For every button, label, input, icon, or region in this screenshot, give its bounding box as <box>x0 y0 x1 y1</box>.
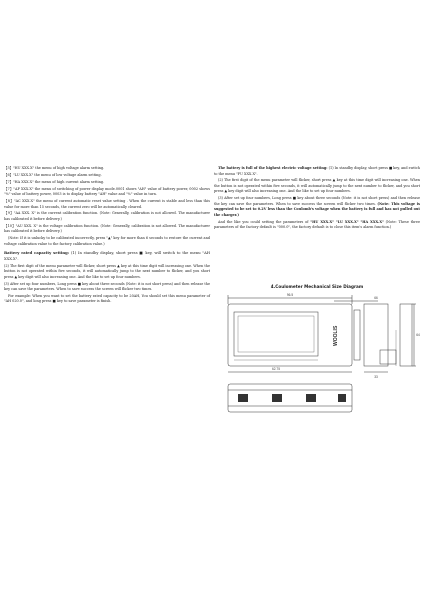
side-profile <box>364 304 388 366</box>
menu-au-text: 【10】"AU XXX. X" is the voltage calibration function. (Note: Generally, calibration is not allowed. The manufacturer has calibrated it before delivery.) <box>4 223 210 234</box>
full-voltage-paragraph <box>214 166 420 177</box>
brand-label: WOOLIS <box>333 325 339 346</box>
menu-ha-text: 【7】"HA XXX.X" the menu of high current alarm setting. <box>4 179 105 184</box>
dim-height-label: 64 <box>416 333 420 337</box>
right-column <box>214 166 420 232</box>
alarm-defaults-note: (Note: These three parameters of the factory default is "000.0", the factory default is to close this item's alarm function.) <box>214 219 421 230</box>
full-voltage-step-3-paragraph <box>214 196 420 218</box>
capacity-paragraph <box>4 251 210 262</box>
mechanical-diagram <box>214 290 420 420</box>
full-voltage-step-2: (2) The first digit of the menu parameter will flicker, short press ▲ key at this time digit will increasing one. When the button is not operated within five seconds, it will automatically jump to the next number to flicker, and you short press ▲ key digit will also increasing one. And the like to set up four numbers. <box>214 178 420 194</box>
full-voltage-step-1: (1) In standby display, short press ■ key, and switch to the menu "FU XXX.X". <box>214 166 420 176</box>
section-title: 4.Coulometer Mechanical Size Diagram <box>270 284 364 289</box>
menu-ac-text: 【8】"AC XXX.X" the menu of current automatic reset value setting . When the current is stable and less than this value for more than 15 seconds, the current zero will be automatically cleared. <box>4 199 210 209</box>
capacity-step-3: (3) After set up four numbers, Long press ■ key about three seconds (Note: it is not short press) and then release the key can save the parameters. When to save success the screen will flicker two times. <box>4 281 210 292</box>
alarm-menu-names: "HU XXX.X" "LU XXX.X" "HA XXX.X" <box>310 219 384 224</box>
capacity-step-1: (1) In standby display, short press ■ key, will switch to the menu "AH XXX.X". <box>4 251 210 261</box>
capacity-example: For example: When you want to set the battery rated capacity to be 20AH, You should set this menu parameter of "AH 020.0", and long press ■ key to save parameter is finish. <box>4 293 210 304</box>
full-voltage-step-3: (3) After set up four numbers, Long press ■ key about three seconds (Note: it is not short press) and then release the key can save the parameters. When to save success the screen will flicker two times. <box>214 196 420 206</box>
dim-right-top-label: 66 <box>374 296 378 300</box>
menu-hu-text: 【5】"HU XXX.X" the menu of high voltage alarm setting. <box>4 166 105 170</box>
capacity-step-2: (2) The first digit of the menu parameter will flicker, short press ▲ key at this time digit will increasing one. When the button is not operated within five seconds, it will automatically jump to the next number to flicker, and you short press ▲ key digit will also increasing one. And the like to set up four numbers. <box>4 263 210 279</box>
alarm-defaults-intro: And the like you could setting the parameters of <box>218 219 309 224</box>
left-column <box>4 166 210 306</box>
diagram-svg <box>214 290 420 420</box>
dim-top-label: 96.5 <box>286 293 294 297</box>
calibration-note: (Note: If it is unlucky to be calibrated incorrectly, press "▲" key for more than 6 seconds to restore the current and voltage calibration value to the factory calibration value.) <box>4 236 210 246</box>
dim-right-bottom-label: 33 <box>374 375 378 379</box>
full-voltage-note: (Note: This voltage is suggested to be set to 0.2V less than the Coulomb's voltage when the battery is full and has not pulled out the charger.) <box>214 201 420 217</box>
full-voltage-heading: The battery is full of the highest electric voltage setting: <box>218 166 328 170</box>
menu-ap-text: 【7】"AP XXX.X" the menu of switching of power display mode.0001 shows "AH" value of battery power, 0002 shows "%" value of battery power, 0003 is to display battery "AH" value and "%" value in turn. <box>4 186 210 197</box>
capacity-heading: Battery rated capacity setting: <box>4 251 70 256</box>
display-window <box>234 312 318 356</box>
alarm-defaults-paragraph <box>214 220 420 231</box>
menu-lu-text: 【6】"LU XXX.X" the menu of low voltage alarm setting. <box>4 172 102 177</box>
dim-inner-label: 62.75 <box>272 367 280 371</box>
menu-aa-text: 【9】"AA XXX. X" is the current calibration function. (Note: Generally, calibration is not allowed. The manufacturer has calibrated it before delivery.) <box>4 211 210 221</box>
